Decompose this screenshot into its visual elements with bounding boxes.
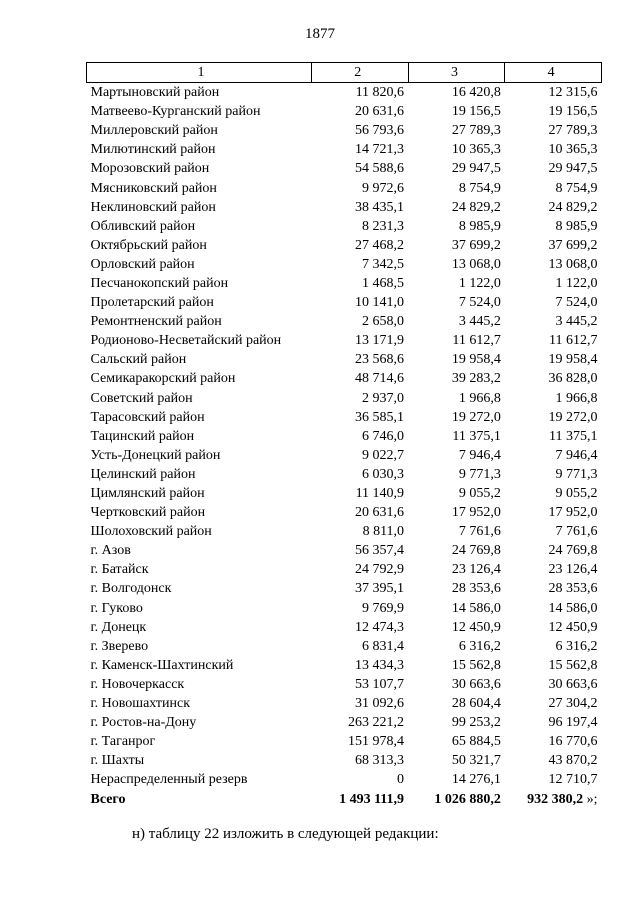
- table-cell-col1: г. Шахты: [90, 753, 145, 769]
- table-cell-col1: г. Донецк: [90, 619, 147, 635]
- table-row: [87, 389, 602, 408]
- table-cell-col4: 43 870,2: [548, 753, 598, 769]
- table-cell-col3: 3 445,2: [458, 314, 501, 330]
- table-cell-col2: 27 468,2: [355, 237, 405, 253]
- table-row: [87, 198, 602, 217]
- table-cell-col3: 7 524,0: [458, 295, 501, 311]
- table-cell-col4: 1 966,8: [555, 390, 598, 406]
- table-cell-col2: 48 714,6: [355, 371, 405, 387]
- table-cell-col2: 6 030,3: [362, 466, 405, 482]
- table-row: [87, 121, 602, 140]
- table-cell-col4: 11 612,7: [549, 333, 598, 349]
- table-cell-col2: 12 474,3: [355, 619, 405, 635]
- table-cell-col4: 19 156,5: [548, 104, 598, 120]
- table-cell-col4: 12 710,7: [548, 772, 598, 788]
- table-cell-col3: 19 272,0: [451, 409, 501, 425]
- table-cell-col3: 7 761,6: [458, 524, 501, 540]
- table-cell-col1: г. Азов: [90, 543, 131, 559]
- table-cell-col1: Морозовский район: [90, 161, 210, 177]
- table-cell-col4: 7 761,6: [555, 524, 598, 540]
- column-header-2: 2: [312, 63, 409, 83]
- table-cell-col2: 23 568,6: [355, 352, 405, 368]
- table-cell-col3: 7 946,4: [458, 447, 501, 463]
- table-cell-col2: 20 631,6: [355, 505, 405, 521]
- table-row: [87, 599, 602, 618]
- table-cell-col1: Миллеровский район: [90, 123, 218, 139]
- table-row: [87, 217, 602, 236]
- table-cell-col2: 7 342,5: [362, 256, 405, 272]
- total-col2: 1 493 111,9: [339, 791, 405, 807]
- table-row: [87, 236, 602, 255]
- table-row: [87, 293, 602, 312]
- table-cell-col4: 24 769,8: [548, 543, 598, 559]
- column-header-3: 3: [408, 63, 505, 83]
- table-row: [87, 637, 602, 656]
- table-cell-col2: 54 588,6: [355, 161, 405, 177]
- table-row: [87, 713, 602, 732]
- table-cell-col3: 19 156,5: [451, 104, 501, 120]
- table-row: [87, 159, 602, 178]
- table-cell-col3: 11 612,7: [452, 333, 501, 349]
- column-header-4: 4: [505, 63, 602, 83]
- table-cell-col2: 8 811,0: [362, 524, 405, 540]
- table-row: [87, 350, 602, 369]
- table-cell-col1: Мартыновский район: [90, 85, 220, 101]
- table-row: [87, 312, 602, 331]
- table-cell-col3: 1 966,8: [458, 390, 501, 406]
- table-cell-col1: Тацинский район: [90, 428, 195, 444]
- instruction-text: н) таблицу 22 изложить в следующей редакции:: [132, 826, 439, 842]
- table-cell-col1: Советский район: [90, 390, 193, 406]
- table-cell-col3: 28 353,6: [451, 581, 501, 597]
- table-cell-col1: Нераспределенный резерв: [90, 772, 248, 788]
- table-cell-col3: 24 829,2: [451, 199, 501, 215]
- table-row: [87, 369, 602, 388]
- table-cell-col2: 37 395,1: [355, 581, 405, 597]
- total-label: Всего: [90, 791, 126, 807]
- table-cell-col3: 13 068,0: [451, 256, 501, 272]
- table-row: [87, 255, 602, 274]
- table-cell-col3: 27 789,3: [451, 123, 501, 139]
- table-cell-col1: Милютинский район: [90, 142, 216, 158]
- table-cell-col3: 1 122,0: [458, 275, 501, 291]
- table-cell-col3: 37 699,2: [451, 237, 501, 253]
- table-cell-col4: 16 770,6: [548, 734, 598, 750]
- table-cell-col3: 19 958,4: [451, 352, 501, 368]
- table-cell-col2: 6 831,4: [362, 638, 405, 654]
- table-row: [87, 484, 602, 503]
- table-cell-col4: 12 315,6: [548, 85, 598, 101]
- table-row: [87, 560, 602, 579]
- table-cell-col1: Песчанокопский район: [90, 275, 229, 291]
- table-row: [87, 770, 602, 789]
- table-cell-col2: 13 434,3: [355, 657, 405, 673]
- table-cell-col1: Родионово-Несветайский район: [90, 333, 282, 349]
- table-cell-col2: 1 468,5: [362, 275, 405, 291]
- table-cell-col3: 14 276,1: [451, 772, 501, 788]
- table-row: [87, 465, 602, 484]
- table-cell-col2: 36 585,1: [355, 409, 405, 425]
- table-cell-col3: 16 420,8: [451, 85, 501, 101]
- table-cell-col3: 65 884,5: [451, 734, 501, 750]
- table-cell-col1: Тарасовский район: [90, 409, 205, 425]
- table-cell-col3: 99 253,2: [451, 715, 501, 731]
- table-cell-col3: 14 586,0: [451, 600, 501, 616]
- table-cell-col4: 13 068,0: [548, 256, 598, 272]
- table-cell-col4: 7 524,0: [555, 295, 598, 311]
- table-cell-col2: 0: [397, 772, 405, 788]
- table-cell-col1: г. Таганрог: [90, 734, 156, 750]
- table-cell-col3: 39 283,2: [451, 371, 501, 387]
- table-cell-col4: 11 375,1: [549, 428, 598, 444]
- table-cell-col1: Целинский район: [90, 466, 196, 482]
- table-cell-col3: 6 316,2: [458, 638, 501, 654]
- table-cell-col1: Матвеево-Курганский район: [90, 104, 261, 120]
- table-row: [87, 522, 602, 541]
- table-cell-col2: 263 221,2: [348, 715, 405, 731]
- table-cell-col3: 8 754,9: [458, 180, 501, 196]
- table-cell-col1: Шолоховский район: [90, 524, 212, 540]
- table-cell-col1: Ремонтненский район: [90, 314, 222, 330]
- table-cell-col1: Цимлянский район: [90, 486, 205, 502]
- table-cell-col3: 50 321,7: [451, 753, 501, 769]
- table-cell-col2: 14 721,3: [355, 142, 405, 158]
- table-cell-col4: 27 789,3: [548, 123, 598, 139]
- table-cell-col3: 15 562,8: [451, 657, 501, 673]
- table-row: [87, 694, 602, 713]
- table-cell-col3: 23 126,4: [451, 562, 501, 578]
- table-cell-col4: 8 985,9: [555, 218, 598, 234]
- table-cell-col4: 7 946,4: [555, 447, 598, 463]
- table-cell-col4: 8 754,9: [555, 180, 598, 196]
- total-col4-cell: [505, 789, 602, 808]
- table-row: [87, 751, 602, 770]
- table-cell-col2: 2 658,0: [362, 314, 405, 330]
- table-cell-col1: Чертковский район: [90, 505, 206, 521]
- table-cell-col4: 1 122,0: [555, 275, 598, 291]
- total-row: [87, 789, 602, 808]
- table-cell-col2: 68 313,3: [355, 753, 405, 769]
- table-cell-col4: 6 316,2: [555, 638, 598, 654]
- table-row: [87, 83, 602, 103]
- table-cell-col4: 9 771,3: [555, 466, 598, 482]
- table-cell-col3: 8 985,9: [458, 218, 501, 234]
- table-cell-col4: 15 562,8: [548, 657, 598, 673]
- table-cell-col1: г. Каменск-Шахтинский: [90, 657, 234, 673]
- table-cell-col2: 11 140,9: [355, 486, 405, 502]
- table-cell-col3: 11 375,1: [452, 428, 501, 444]
- table-cell-col2: 56 357,4: [355, 543, 405, 559]
- table-cell-col1: Мясниковский район: [90, 180, 217, 196]
- table-cell-col3: 12 450,9: [451, 619, 501, 635]
- table-cell-col1: Обливский район: [90, 218, 196, 234]
- table-row: [87, 656, 602, 675]
- table-cell-col1: г. Новошахтинск: [90, 696, 191, 712]
- table-cell-col3: 28 604,4: [451, 696, 501, 712]
- table-header-row: [87, 63, 602, 83]
- table-cell-col4: 96 197,4: [548, 715, 598, 731]
- table-cell-col1: г. Новочеркасск: [90, 676, 185, 692]
- table-cell-col4: 14 586,0: [548, 600, 598, 616]
- column-header-1: 1: [87, 63, 312, 83]
- table-row: [87, 541, 602, 560]
- table-cell-col2: 10 141,0: [355, 295, 405, 311]
- table-cell-col2: 20 631,6: [355, 104, 405, 120]
- table-body: [87, 83, 602, 790]
- table-cell-col2: 53 107,7: [355, 676, 405, 692]
- table-row: [87, 102, 602, 121]
- table-cell-col4: 17 952,0: [548, 505, 598, 521]
- table-cell-col4: 12 450,9: [548, 619, 598, 635]
- table-row: [87, 408, 602, 427]
- table-row: [87, 274, 602, 293]
- table-cell-col2: 9 769,9: [362, 600, 405, 616]
- table-cell-col4: 30 663,6: [548, 676, 598, 692]
- table-cell-col4: 3 445,2: [555, 314, 598, 330]
- table-cell-col3: 10 365,3: [451, 142, 501, 158]
- table-row: [87, 140, 602, 159]
- table-cell-col4: 23 126,4: [548, 562, 598, 578]
- total-col4: 932 380,2: [527, 791, 584, 807]
- table-row: [87, 579, 602, 598]
- table-cell-col2: 8 231,3: [362, 218, 405, 234]
- table-cell-col2: 6 746,0: [362, 428, 405, 444]
- table-cell-col1: Семикаракорский район: [90, 371, 236, 387]
- table-cell-col2: 9 022,7: [362, 447, 405, 463]
- table-cell-col1: Пролетарский район: [90, 295, 214, 311]
- table-row: [87, 446, 602, 465]
- table-cell-col3: 24 769,8: [451, 543, 501, 559]
- table-cell-col3: 9 771,3: [458, 466, 501, 482]
- table-cell-col3: 29 947,5: [451, 161, 501, 177]
- table-cell-col1: г. Зверево: [90, 638, 149, 654]
- table-cell-col4: 37 699,2: [548, 237, 598, 253]
- table-cell-col2: 38 435,1: [355, 199, 405, 215]
- table-cell-col2: 9 972,6: [362, 180, 405, 196]
- table-cell-col2: 31 092,6: [355, 696, 405, 712]
- table-cell-col3: 9 055,2: [458, 486, 501, 502]
- closing-quote: »;: [586, 791, 598, 807]
- table-cell-col2: 24 792,9: [355, 562, 405, 578]
- table-cell-col4: 28 353,6: [548, 581, 598, 597]
- table-cell-col1: г. Гуково: [90, 600, 143, 616]
- table-cell-col1: г. Ростов-на-Дону: [90, 715, 197, 731]
- table-cell-col1: Октябрьский район: [90, 237, 207, 253]
- table-cell-col2: 2 937,0: [362, 390, 405, 406]
- table-cell-col1: Орловский район: [90, 256, 195, 272]
- table-cell-col2: 151 978,4: [348, 734, 405, 750]
- table-cell-col4: 10 365,3: [548, 142, 598, 158]
- table-cell-col2: 13 171,9: [355, 333, 405, 349]
- table-cell-col4: 9 055,2: [555, 486, 598, 502]
- table-cell-col4: 27 304,2: [548, 696, 598, 712]
- table-cell-col2: 56 793,6: [355, 123, 405, 139]
- table-cell-col4: 29 947,5: [548, 161, 598, 177]
- table-cell-col4: 36 828,0: [548, 371, 598, 387]
- table-row: [87, 331, 602, 350]
- page-number: 1877: [305, 26, 335, 42]
- table-row: [87, 618, 602, 637]
- table-cell-col4: 19 272,0: [548, 409, 598, 425]
- table-cell-col1: Усть-Донецкий район: [90, 447, 221, 463]
- table-cell-col3: 30 663,6: [451, 676, 501, 692]
- data-table: [86, 62, 602, 809]
- table-row: [87, 427, 602, 446]
- table-row: [87, 732, 602, 751]
- table-cell-col4: 24 829,2: [548, 199, 598, 215]
- table-cell-col1: г. Батайск: [90, 562, 149, 578]
- table-cell-col2: 11 820,6: [355, 85, 405, 101]
- table-row: [87, 503, 602, 522]
- table-row: [87, 675, 602, 694]
- table-cell-col4: 19 958,4: [548, 352, 598, 368]
- total-col3: 1 026 880,2: [434, 791, 501, 807]
- table-cell-col1: Неклиновский район: [90, 199, 216, 215]
- table-cell-col3: 17 952,0: [451, 505, 501, 521]
- table-cell-col1: г. Волгодонск: [90, 581, 172, 597]
- table-row: [87, 178, 602, 197]
- table-cell-col1: Сальский район: [90, 352, 187, 368]
